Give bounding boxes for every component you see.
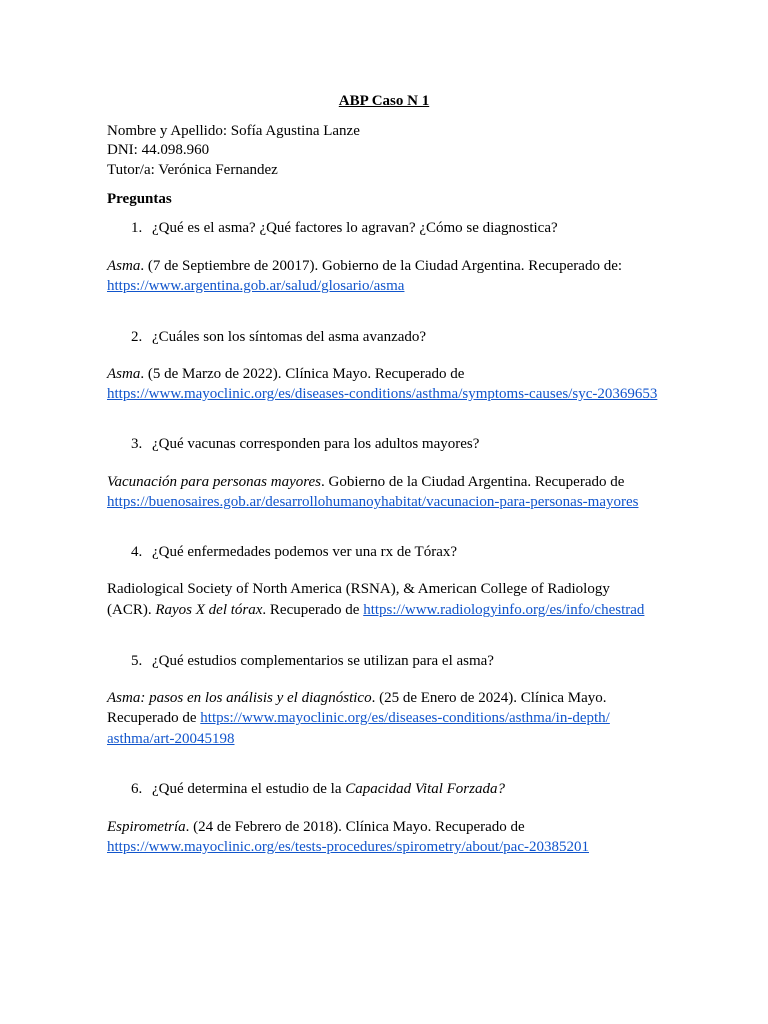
reference-details: . (7 de Septiembre de 20017). Gobierno de la Ciudad Argentina. Recuperado de: xyxy=(140,258,623,274)
reference-prefix: Recuperado de xyxy=(107,710,201,726)
reference-title: Asma xyxy=(107,366,141,382)
reference-link[interactable]: https://www.mayoclinic.org/es/diseases-conditions/asthma/in-depth/ xyxy=(200,710,610,726)
question-text: ¿Qué estudios complementarios se utilizan para el asma? xyxy=(152,653,494,669)
reference-details: . Gobierno de la Ciudad Argentina. Recuperado de xyxy=(321,474,625,490)
reference-title: Espirometría xyxy=(107,819,186,835)
reference-1 xyxy=(107,256,622,276)
student-name: Nombre y Apellido: Sofía Agustina Lanze xyxy=(107,123,360,139)
reference-4-line-2 xyxy=(107,600,644,620)
reference-link[interactable]: https://buenosaires.gob.ar/desarrollohumanoyhabitat/vacunacion-para-personas-mayores xyxy=(107,494,639,510)
question-number: 2. xyxy=(131,329,143,345)
question-number: 3. xyxy=(131,436,143,452)
reference-2-link-line xyxy=(107,384,657,404)
reference-6 xyxy=(107,817,525,837)
reference-link[interactable]: https://www.argentina.gob.ar/salud/glosario/asma xyxy=(107,278,405,294)
reference-6-link-line xyxy=(107,837,589,857)
reference-2 xyxy=(107,364,464,384)
reference-details: . Recuperado de xyxy=(262,602,364,618)
reference-3-link-line xyxy=(107,492,639,512)
reference-link-continued[interactable]: asthma/art-20045198 xyxy=(107,731,235,747)
question-text xyxy=(152,779,505,799)
question-number: 5. xyxy=(131,653,143,669)
question-text: ¿Qué enfermedades podemos ver una rx de Tórax? xyxy=(152,544,458,560)
question-number: 6. xyxy=(131,781,143,797)
reference-title: Asma: pasos en los análisis y el diagnóstico xyxy=(107,690,372,706)
reference-link[interactable]: https://www.radiologyinfo.org/es/info/chestrad xyxy=(363,602,645,618)
question-text: ¿Qué vacunas corresponden para los adultos mayores? xyxy=(152,436,480,452)
reference-title: Rayos X del tórax xyxy=(155,602,263,618)
question-number: 1. xyxy=(131,220,143,236)
reference-5-link-line-2 xyxy=(107,729,234,749)
reference-details: . (24 de Febrero de 2018). Clínica Mayo. Recuperado de xyxy=(185,819,525,835)
question-text-plain: ¿Qué determina el estudio de la xyxy=(152,781,346,797)
question-text: ¿Qué es el asma? ¿Qué factores lo agravan? ¿Cómo se diagnostica? xyxy=(152,220,558,236)
question-text: ¿Cuáles son los síntomas del asma avanzado? xyxy=(152,329,427,345)
question-text-italic: Capacidad Vital Forzada? xyxy=(345,781,505,797)
reference-5 xyxy=(107,688,607,708)
document-title: ABP Caso N 1 xyxy=(338,93,430,109)
reference-link[interactable]: https://www.mayoclinic.org/es/diseases-conditions/asthma/symptoms-causes/syc-20369653 xyxy=(107,386,658,402)
student-dni: DNI: 44.098.960 xyxy=(107,142,210,158)
reference-1-link-line xyxy=(107,276,404,296)
reference-link[interactable]: https://www.mayoclinic.org/es/tests-procedures/spirometry/about/pac-20385201 xyxy=(107,839,589,855)
reference-4-line-1: Radiological Society of North America (RSNA), & American College of Radiology xyxy=(107,581,610,597)
reference-5-link-line xyxy=(107,708,610,728)
reference-title: Vacunación para personas mayores xyxy=(107,474,322,490)
reference-prefix: (ACR). xyxy=(107,602,156,618)
questions-heading: Preguntas xyxy=(107,191,172,207)
question-number: 4. xyxy=(131,544,143,560)
tutor-name: Tutor/a: Verónica Fernandez xyxy=(107,162,278,178)
reference-details: . (5 de Marzo de 2022). Clínica Mayo. Recuperado de xyxy=(140,366,465,382)
reference-3 xyxy=(107,472,624,492)
reference-title: Asma xyxy=(107,258,141,274)
reference-details: . (25 de Enero de 2024). Clínica Mayo. xyxy=(371,690,607,706)
